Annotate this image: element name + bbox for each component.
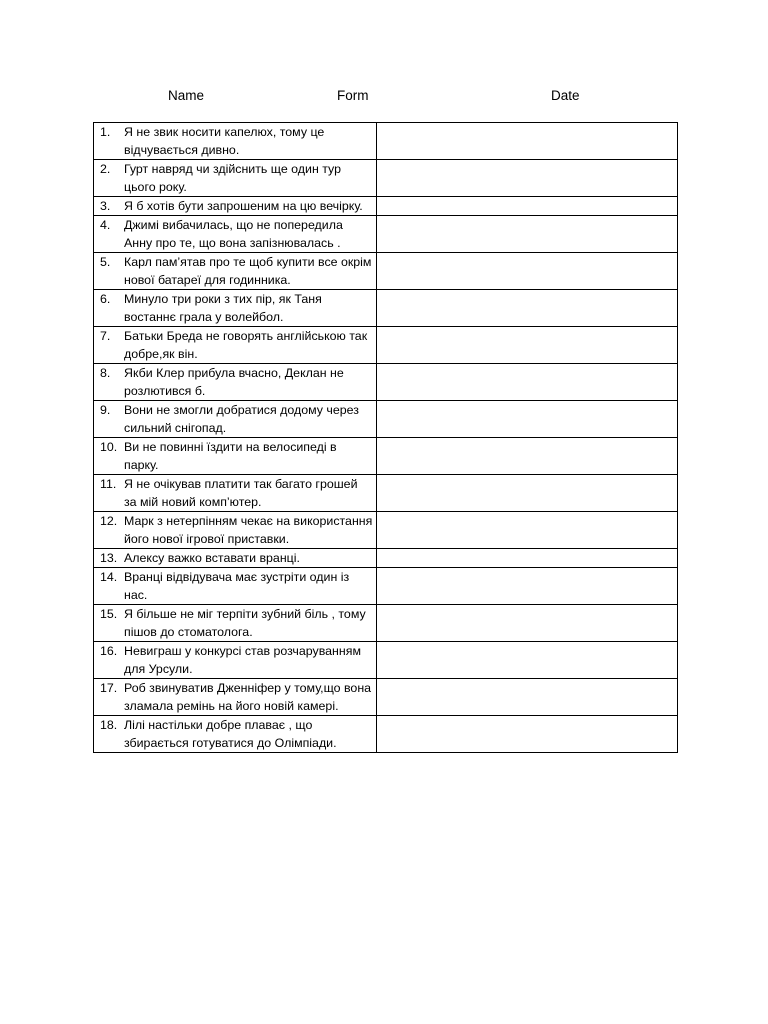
sentence-text: Я б хотів бути запрошеним на цю вечірку. <box>124 199 363 213</box>
sentence-cell <box>94 216 377 253</box>
table-row <box>94 160 678 197</box>
table-row <box>94 216 678 253</box>
sentence-text: Батьки Бреда не говорять англійською так добре,як він. <box>124 329 368 361</box>
sentence-text: Я не звик носити капелюх, тому це відчувається дивно. <box>124 125 325 157</box>
item-number: 4. <box>100 218 111 232</box>
sentence-text: Роб звинуватив Дженніфер у тому,що вона зламала ремінь на його новій камері. <box>124 681 372 713</box>
header-date: Date <box>551 88 580 103</box>
item-number: 16. <box>100 644 118 658</box>
table-row <box>94 123 678 160</box>
date-cell <box>377 475 678 512</box>
date-cell <box>377 605 678 642</box>
date-cell <box>377 512 678 549</box>
sentence-cell <box>94 401 377 438</box>
table-row <box>94 401 678 438</box>
sentence-text: Гурт навряд чи здійснить ще один тур цього року. <box>124 162 341 194</box>
date-cell <box>377 716 678 753</box>
sentence-text: Я не очікував платити так багато грошей за мій новий комп’ютер. <box>124 477 358 509</box>
date-cell <box>377 216 678 253</box>
date-cell <box>377 327 678 364</box>
item-number: 17. <box>100 681 118 695</box>
table-row <box>94 605 678 642</box>
sentence-text: Джимі вибачилась, що не попередила Анну про те, що вона запізнювалась . <box>124 218 343 250</box>
sentence-cell <box>94 253 377 290</box>
item-number: 10. <box>100 440 118 454</box>
sentence-text: Невиграш у конкурсі став розчаруванням для Урсули. <box>124 644 361 676</box>
table-row <box>94 679 678 716</box>
table-row <box>94 475 678 512</box>
sentence-cell <box>94 327 377 364</box>
item-number: 5. <box>100 255 111 269</box>
sentence-text: Вони не змогли добратися додому через сильний снігопад. <box>124 403 359 435</box>
item-number: 12. <box>100 514 118 528</box>
sentence-cell <box>94 475 377 512</box>
sentence-text: Ви не повинні їздити на велосипеді в парку. <box>124 440 337 472</box>
table-row <box>94 512 678 549</box>
sentence-cell <box>94 549 377 568</box>
date-cell <box>377 568 678 605</box>
sentence-cell <box>94 679 377 716</box>
header-name: Name <box>168 88 205 103</box>
sentence-cell <box>94 605 377 642</box>
table-row <box>94 642 678 679</box>
date-cell <box>377 197 678 216</box>
item-number: 11. <box>100 477 117 491</box>
sentence-text: Алексу важко вставати вранці. <box>124 551 300 565</box>
date-cell <box>377 549 678 568</box>
sentence-cell <box>94 642 377 679</box>
item-number: 15. <box>100 607 118 621</box>
header-form: Form <box>337 88 369 103</box>
date-cell <box>377 679 678 716</box>
table-row <box>94 327 678 364</box>
item-number: 6. <box>100 292 111 306</box>
item-number: 1. <box>100 125 111 139</box>
sentence-cell <box>94 568 377 605</box>
item-number: 13. <box>100 551 118 565</box>
sentence-text: Минуло три роки з тих пір, як Таня востаннє грала у волейбол. <box>124 292 322 324</box>
sentence-text: Лілі настільки добре плаває , що збирається готуватися до Олімпіади. <box>124 718 337 750</box>
sentence-text: Марк з нетерпінням чекає на використання його нової ігрової приставки. <box>124 514 373 546</box>
sentence-cell <box>94 364 377 401</box>
sentence-cell <box>94 716 377 753</box>
date-cell <box>377 253 678 290</box>
table-row <box>94 197 678 216</box>
table-row <box>94 290 678 327</box>
table-row <box>94 568 678 605</box>
exercise-table <box>93 122 678 753</box>
sentence-cell <box>94 438 377 475</box>
sentence-cell <box>94 512 377 549</box>
item-number: 14. <box>100 570 118 584</box>
sentence-text: Вранці відвідувача має зустріти один із нас. <box>124 570 350 602</box>
date-cell <box>377 401 678 438</box>
item-number: 3. <box>100 199 111 213</box>
date-cell <box>377 438 678 475</box>
date-cell <box>377 123 678 160</box>
date-cell <box>377 364 678 401</box>
item-number: 2. <box>100 162 111 176</box>
item-number: 18. <box>100 718 118 732</box>
sentence-cell <box>94 197 377 216</box>
date-cell <box>377 290 678 327</box>
table-row <box>94 364 678 401</box>
table-row <box>94 253 678 290</box>
item-number: 7. <box>100 329 111 343</box>
item-number: 8. <box>100 366 111 380</box>
table-row <box>94 716 678 753</box>
item-number: 9. <box>100 403 111 417</box>
sentence-cell <box>94 123 377 160</box>
sentence-text: Я більше не міг терпіти зубний біль , тому пішов до стоматолога. <box>124 607 366 639</box>
sentence-cell <box>94 160 377 197</box>
table-row <box>94 549 678 568</box>
date-cell <box>377 642 678 679</box>
sentence-cell <box>94 290 377 327</box>
date-cell <box>377 160 678 197</box>
table-row <box>94 438 678 475</box>
sentence-text: Якби Клер прибула вчасно, Деклан не розлютився б. <box>124 366 344 398</box>
sentence-text: Карл пам’ятав про те щоб купити все окрім нової батареї для годинника. <box>124 255 372 287</box>
